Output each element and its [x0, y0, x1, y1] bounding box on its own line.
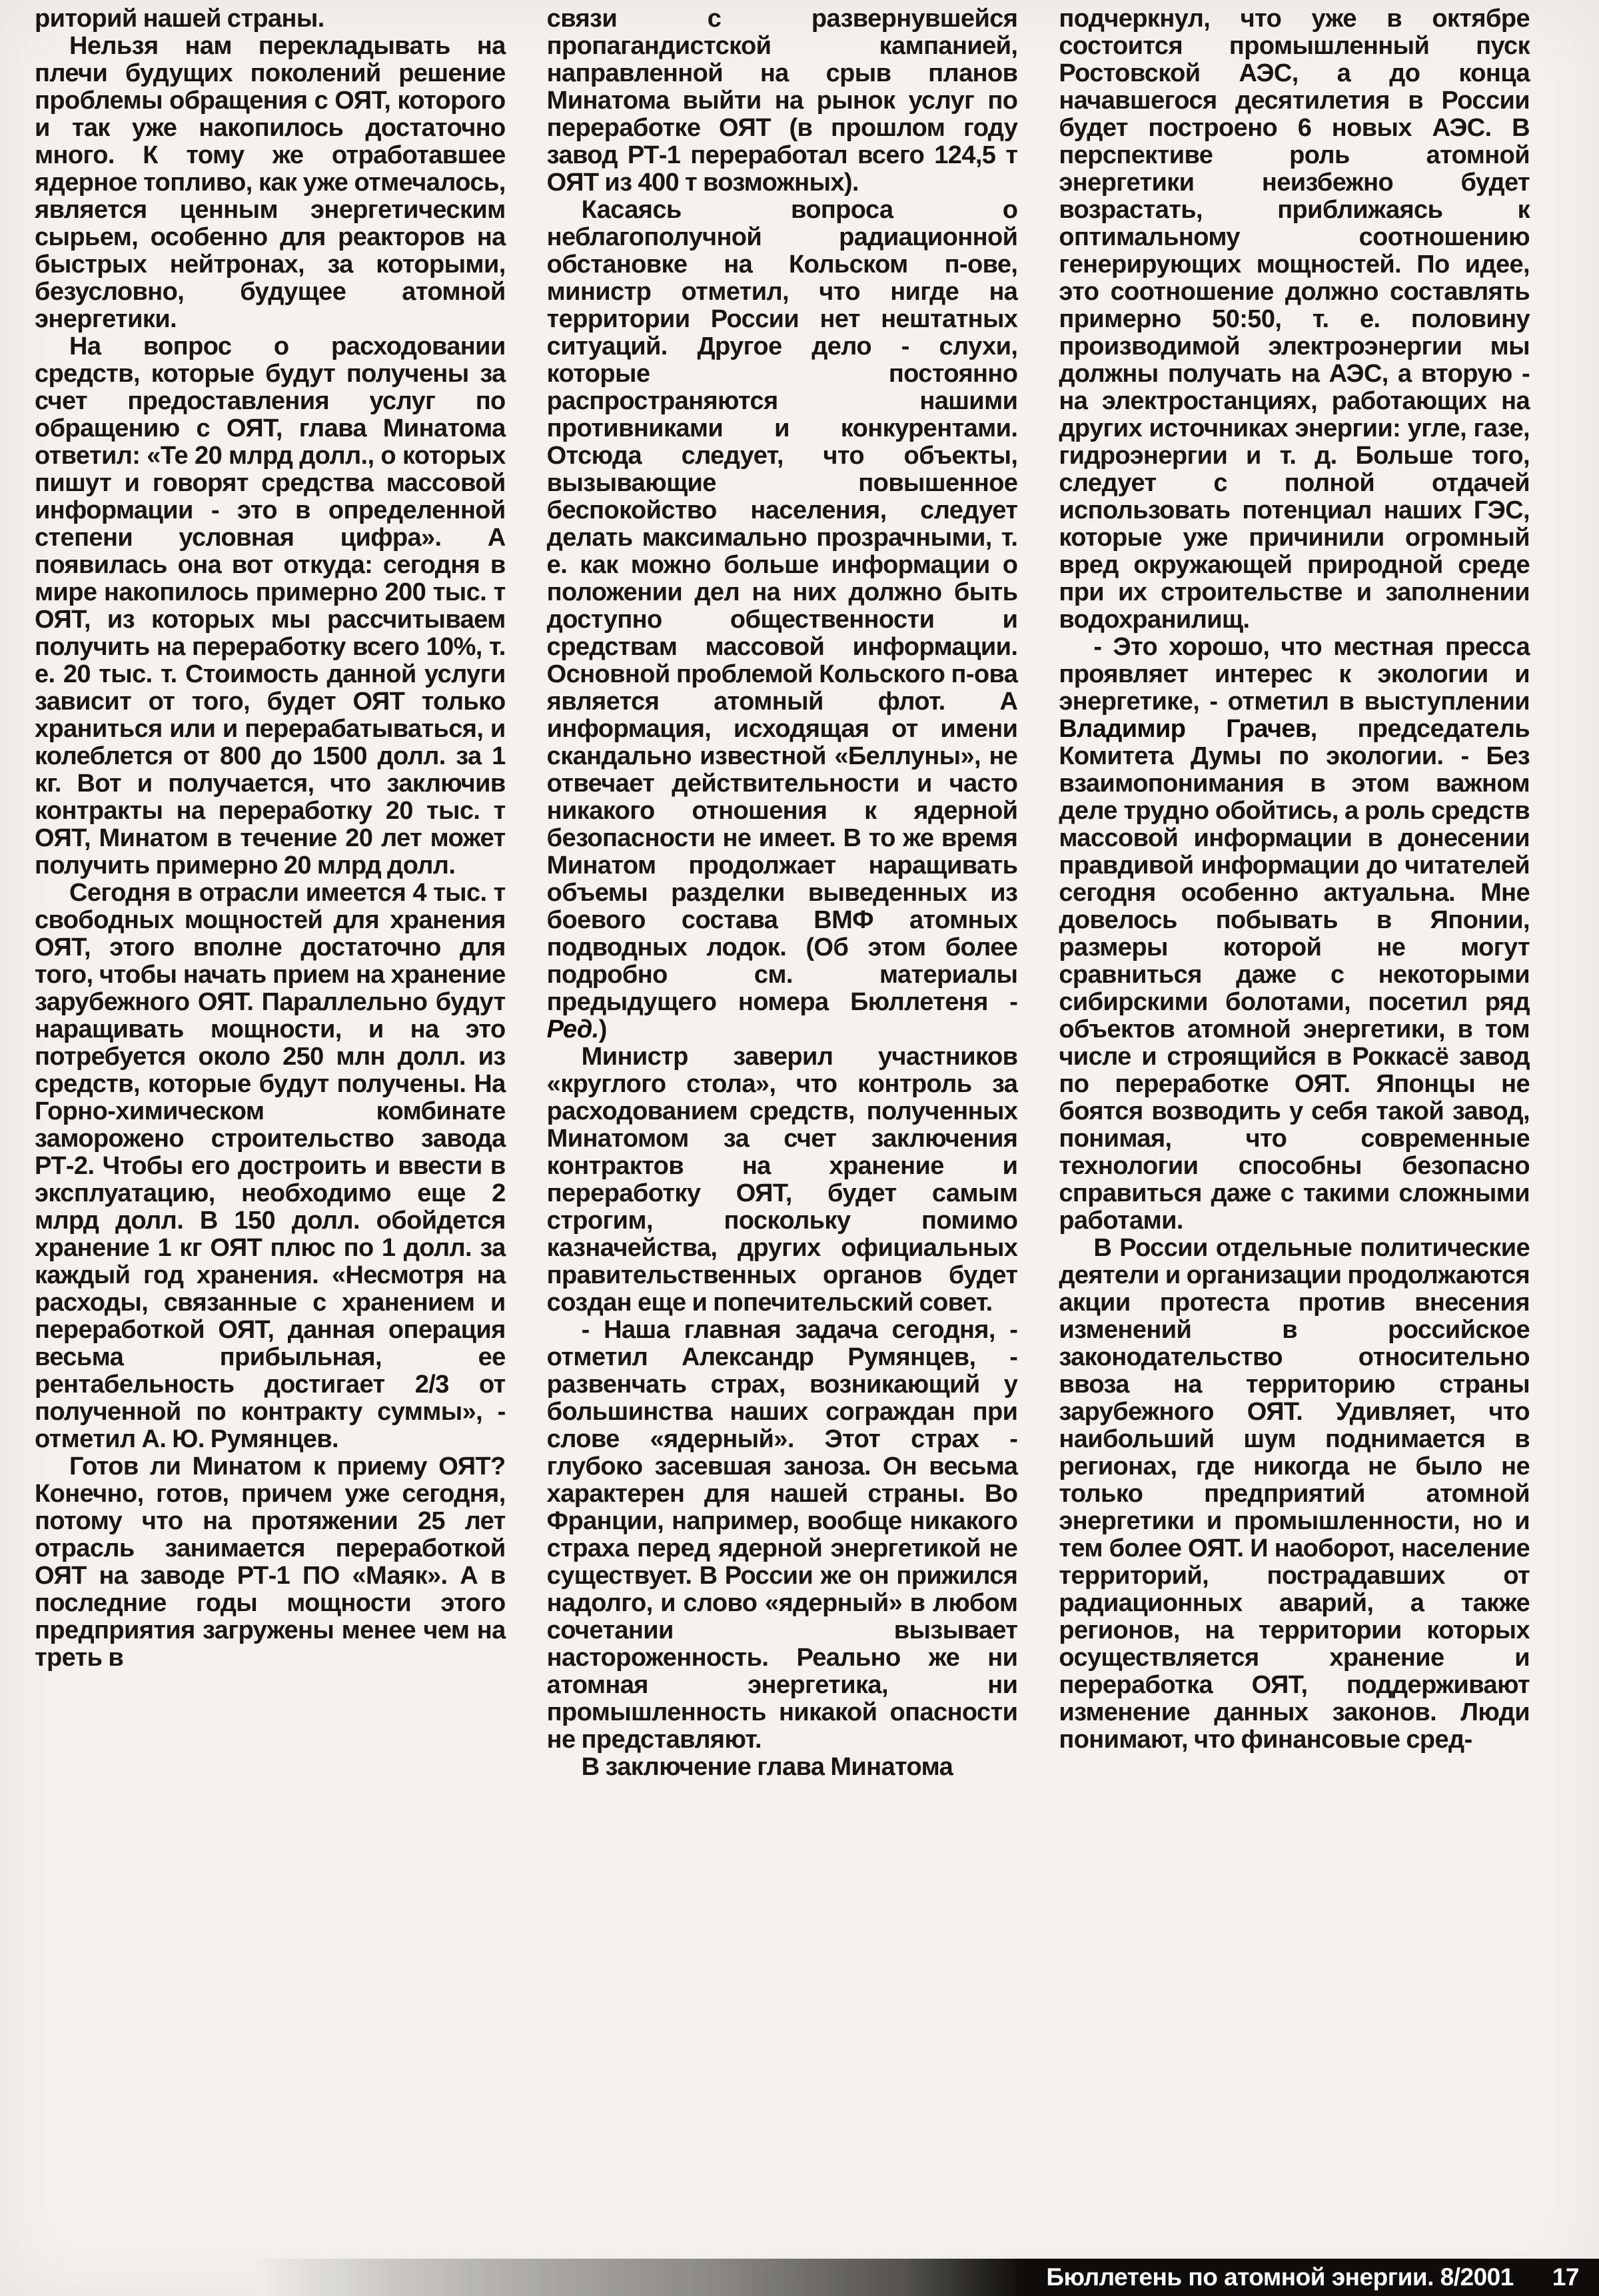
paragraph — [547, 1043, 1018, 1317]
paragraph — [547, 1317, 1018, 1754]
page-footer — [256, 2259, 1599, 2296]
body-text: Готов ли Минатом к приему ОЯТ? Конечно, готов, причем уже сегодня, потому что на протяжении 25 лет отрасль занимается переработкой ОЯТ на заводе РТ-1 ПО «Маяк». А в последние годы мощности этого предприятия загружены менее чем на треть в — [35, 1452, 506, 1672]
column-3 — [1059, 5, 1530, 1781]
body-text: Нельзя нам перекладывать на плечи будущих поколений решение проблемы обращения с ОЯТ, которого и так уже накопилось достаточно много. К тому же отработавшее ядерное топливо, как уже отмечалось, является ценным энергетическим сырьем, особенно для реакторов на быстрых нейтронах, за которыми, безусловно, будущее атомной энергетики. — [35, 32, 506, 333]
paragraph — [35, 879, 506, 1453]
body-text: - Это хорошо, что местная пресса проявляет интерес к экологии и энергетике, - отметил в выступлении — [1059, 633, 1530, 716]
body-text: ) — [598, 1015, 607, 1043]
footer-journal-title: Бюллетень по атомной энергии. 8/2001 — [1046, 2263, 1514, 2291]
column-1 — [35, 5, 506, 1781]
paragraph — [547, 197, 1018, 1043]
body-text: В заключение глава Минатома — [581, 1753, 953, 1781]
body-text: , председатель Комитета Думы по экологии. - Без взаимопонимания в этом важном деле трудно обойтись, а роль средств массовой информации в донесении правдивой информации до читателей сегодня особенно актуальна. Мне довелось побывать в Японии, размеры которой не могут сравниться даже с некоторыми сибирскими болотами, посетил ряд объектов атомной энергетики, в том числе и строящийся в Роккасё завод по переработке ОЯТ. Японцы не боятся возводить у себя такой завод, понимая, что современные технологии способны безопасно справиться даже с такими сложными работами. — [1059, 715, 1530, 1235]
emphasized-text: Владимир Грачев — [1059, 715, 1311, 743]
body-text: Касаясь вопроса о неблагополучной радиационной обстановке на Кольском п-ове, министр отметил, что нигде на территории России нет нештатных ситуаций. Другое дело - слухи, которые постоянно распространяются нашими противниками и конкурентами. Отсюда следует, что объекты, вызывающие повышенное беспокойство населения, следует делать максимально прозрачными, т. е. как можно больше информации о положении дел на них должно быть доступно общественности и средствам массовой информации. Основной проблемой Кольского п-ова является атомный флот. А информация, исходящая от имени скандально известной «Беллуны», не отвечает действительности и часто никакого отношения к ядерной безопасности не имеет. В то же время Минатом продолжает наращивать объемы разделки выведенных из боевого состава ВМФ атомных подводных лодок. (Об этом более подробно см. материалы предыдущего номера Бюллетеня - — [546, 196, 1018, 1016]
paragraph — [35, 33, 506, 333]
paragraph — [547, 1754, 1018, 1781]
body-text: На вопрос о расходовании средств, которые будут получены за счет предоставления услуг по обращению с ОЯТ, глава Минатома ответил: «Те 20 млрд долл., о которых пишут и говорят средства массовой информации - это в определенной степени условная цифра». А появилась она вот откуда: сегодня в мире накопилось примерно 200 тыс. т ОЯТ, из которых мы рассчитываем получить на переработку всего 10%, т. е. 20 тыс. т. Стоимость данной услуги зависит от того, будет ОЯТ только храниться или и перерабатываться, и колеблется от 800 до 1500 долл. за 1 кг. Вот и получается, что заключив контракты на переработку 20 тыс. т ОЯТ, Минатом в течение 20 лет может получить примерно 20 млрд долл. — [35, 332, 506, 879]
emphasized-text: Ред. — [546, 1015, 599, 1043]
paragraph — [35, 1453, 506, 1672]
body-text: подчеркнул, что уже в октябре состоится промышленный пуск Ростовской АЭС, а до конца начавшегося десятилетия в России будет построено 6 новых АЭС. В перспективе роль атомной энергетики неизбежно будет возрастать, приближаясь к оптимальному соотношению генерирующих мощностей. По идее, это соотношение должно составлять примерно 50:50, т. е. половину производимой электроэнергии мы должны получать на АЭС, а вторую - на электростанциях, работающих на других источниках энергии: угле, газе, гидроэнергии и т. д. Больше того, следует с полной отдачей использовать потенциал наших ГЭС, которые уже причинили огромный вред окружающей природной среде при их строительстве и заполнении водохранилищ. — [1059, 5, 1530, 634]
body-text: связи с развернувшейся пропагандистской кампанией, направленной на срыв планов Минатома выйти на рынок услуг по переработке ОЯТ (в прошлом году завод РТ-1 переработал всего 124,5 т ОЯТ из 400 т возможных). — [546, 5, 1018, 197]
body-text: Сегодня в отрасли имеется 4 тыс. т свободных мощностей для хранения ОЯТ, этого вполне достаточно для того, чтобы начать прием на хранение зарубежного ОЯТ. Параллельно будут наращивать мощности, и на это потребуется около 250 млн долл. из средств, которые будут получены. На Горно-химическом комбинате заморожено строительство завода РТ-2. Чтобы его достроить и ввести в эксплуатацию, необходимо еще 2 млрд долл. В 150 долл. обойдется хранение 1 кг ОЯТ плюс по 1 долл. за каждый год хранения. «Несмотря на расходы, связанные с хранением и переработкой ОЯТ, данная операция весьма прибыльная, ее рентабельность достигает 2/3 от полученной по контракту суммы», - отметил А. Ю. Румянцев. — [35, 879, 506, 1453]
footer-bar — [1017, 2259, 1599, 2296]
page-number: 17 — [1552, 2263, 1579, 2291]
paragraph — [1059, 634, 1530, 1235]
paragraph — [35, 5, 506, 33]
paragraph — [1059, 5, 1530, 634]
body-text: В России отдельные политические деятели и организации продолжаются акции протеста против внесения изменений в российское законодательство относительно ввоза на территорию страны зарубежного ОЯТ. Удивляет, что наибольший шум поднимается в регионах, где никогда не было не только предприятий атомной энергетики и промышленности, но и тем более ОЯТ. И наоборот, население территорий, пострадавших от радиационных аварий, а также регионов, на территории которых осуществляется хранение и переработка ОЯТ, поддерживают изменение данных законов. Люди понимают, что финансовые сред- — [1059, 1234, 1530, 1754]
column-2 — [547, 5, 1018, 1781]
paragraph — [1059, 1235, 1530, 1754]
body-text: риторий нашей страны. — [35, 5, 324, 33]
body-text: - Наша главная задача сегодня, - отметил Александр Румянцев, - развенчать страх, возникающий у большинства наших сограждан при слове «ядерный». Этот страх - глубоко засевшая заноза. Он весьма характерен для нашей страны. Во Франции, например, вообще никакого страха перед ядерной энергетикой не существует. В России же он прижился надолго, и слово «ядерный» в любом сочетании вызывает настороженность. Реально же ни атомная энергетика, ни промышленность никакой опасности не представляют. — [546, 1316, 1018, 1754]
paragraph — [35, 333, 506, 879]
footer-scan-gradient — [256, 2259, 1017, 2296]
body-text: Министр заверил участников «круглого стола», что контроль за расходованием средств, полученных Минатомом за счет заключения контрактов на хранение и переработку ОЯТ, будет самым строгим, поскольку помимо казначейства, других официальных правительственных органов будет создан еще и попечительский совет. — [546, 1043, 1018, 1317]
paragraph — [547, 5, 1018, 197]
